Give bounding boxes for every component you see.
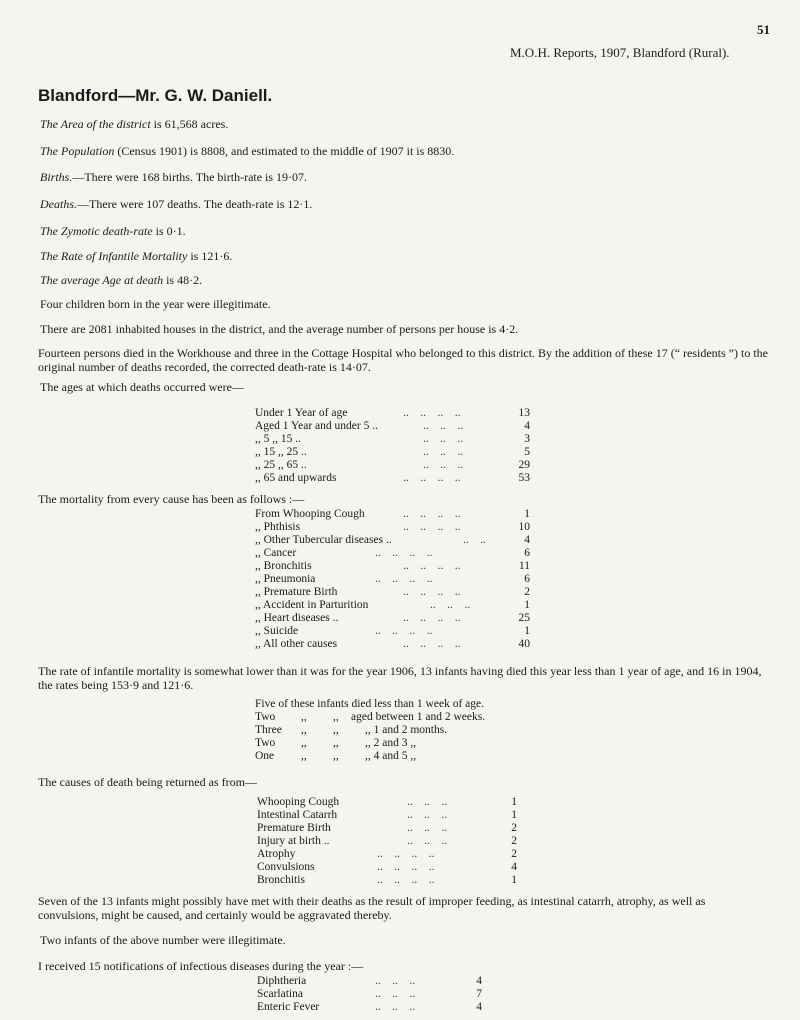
table-row: ,, Premature Birth .. .. .. .. 2 xyxy=(255,586,530,598)
infant-rate-text: The rate of infantile mortality is somewhat lower than it was for the year 1906, 13 infants having died this year less than 1 year of age, and 16 in 1904, the rates being 153·9 and 121·6. xyxy=(38,664,762,692)
table-row: Convulsions .. .. .. .. 4 xyxy=(257,861,517,873)
stat-zymotic: The Zymotic death-rate is 0·1. xyxy=(40,224,186,238)
table-row: Five of these infants died less than 1 week of age. xyxy=(255,698,484,710)
table-row: ,, Bronchitis .. .. .. .. 11 xyxy=(255,560,530,572)
table-row: Premature Birth .. .. .. 2 xyxy=(257,822,517,834)
stat-average-age: The average Age at death is 48·2. xyxy=(40,273,203,287)
table-row: Bronchitis .. .. .. .. 1 xyxy=(257,874,517,886)
illegit-infants-text: Two infants of the above number were illegitimate. xyxy=(40,933,286,947)
ages-intro: The ages at which deaths occurred were— xyxy=(40,380,244,394)
table-row: Under 1 Year of age .. .. .. .. 13 xyxy=(255,407,530,419)
stat-deaths: Deaths.—There were 107 deaths. The death-rate is 12·1. xyxy=(40,197,313,211)
infant-causes-intro: The causes of death being returned as from— xyxy=(38,775,257,789)
table-row: ,, All other causes .. .. .. .. 40 xyxy=(255,638,530,650)
notifications-table xyxy=(257,975,482,1014)
table-row: Diphtheria .. .. .. 4 xyxy=(257,975,482,987)
table-row: ,, Cancer .. .. .. .. 6 xyxy=(255,547,530,559)
table-row: Two ,, ,, aged between 1 and 2 weeks. xyxy=(255,711,486,723)
table-row: ,, 25 ,, 65 .. .. .. .. 29 xyxy=(255,459,530,471)
ages-table xyxy=(255,407,530,485)
section-title: Blandford—Mr. G. W. Daniell. xyxy=(38,86,273,105)
notifications-intro: I received 15 notifications of infectious diseases during the year :— xyxy=(38,959,364,973)
table-row: ,, Phthisis .. .. .. .. 10 xyxy=(255,521,530,533)
table-row: Injury at birth .. .. .. .. 2 xyxy=(257,835,517,847)
illegitimate-text: Four children born in the year were illegitimate. xyxy=(40,297,271,311)
table-row: ,, 15 ,, 25 .. .. .. .. 5 xyxy=(255,446,530,458)
houses-text: There are 2081 inhabited houses in the district, and the average number of persons per house is 4·2. xyxy=(40,322,519,336)
stat-area: The Area of the district is 61,568 acres. xyxy=(40,117,229,131)
workhouse-text: Fourteen persons died in the Workhouse and three in the Cottage Hospital who belonged to this district. By the addition of these 17 (“ residents ”) to the original number of deaths recorded, the corrected death-rate is 14·07. xyxy=(38,346,768,374)
table-row: Two ,, ,, ,, 2 and 3 ,, xyxy=(255,737,417,749)
table-row: Whooping Cough .. .. .. 1 xyxy=(257,796,517,808)
infants-table xyxy=(255,698,555,763)
table-row: Three ,, ,, ,, 1 and 2 months. xyxy=(255,724,448,736)
table-row: Scarlatina .. .. .. 7 xyxy=(257,988,482,1000)
stat-births: Births.—There were 168 births. The birth-rate is 19·07. xyxy=(40,170,308,184)
table-row: Enteric Fever .. .. .. 4 xyxy=(257,1001,482,1013)
table-row: Intestinal Catarrh .. .. .. 1 xyxy=(257,809,517,821)
table-row: ,, Pneumonia .. .. .. .. 6 xyxy=(255,573,530,585)
table-row: Aged 1 Year and under 5 .. .. .. .. 4 xyxy=(255,420,530,432)
table-row: ,, Accident in Parturition .. .. .. 1 xyxy=(255,599,530,611)
stat-infantile: The Rate of Infantile Mortality is 121·6. xyxy=(40,249,233,263)
page-number: 51 xyxy=(757,22,770,37)
table-row: ,, Suicide .. .. .. .. 1 xyxy=(255,625,530,637)
table-row: ,, Heart diseases .. .. .. .. .. 25 xyxy=(255,612,530,624)
table-row: ,, Other Tubercular diseases .. .. .. 4 xyxy=(255,534,530,546)
table-row: Atrophy .. .. .. .. 2 xyxy=(257,848,517,860)
feeding-text: Seven of the 13 infants might possibly have met with their deaths as the result of improper feeding, as intestinal catarrh, atrophy, as well as convulsions, might be caused, and certainly would be aggravated thereby. xyxy=(38,894,706,922)
table-row: From Whooping Cough .. .. .. .. 1 xyxy=(255,508,530,520)
stat-population: The Population (Census 1901) is 8808, and estimated to the middle of 1907 it is 8830. xyxy=(40,144,455,158)
infant-causes-table xyxy=(257,796,517,887)
causes-table xyxy=(255,508,530,651)
table-row: One ,, ,, ,, 4 and 5 ,, xyxy=(255,750,417,762)
table-row: ,, 5 ,, 15 .. .. .. .. 3 xyxy=(255,433,530,445)
running-header: M.O.H. Reports, 1907, Blandford (Rural). xyxy=(510,45,730,60)
causes-intro: The mortality from every cause has been as follows :— xyxy=(38,492,305,506)
table-row: ,, 65 and upwards .. .. .. .. 53 xyxy=(255,472,530,484)
